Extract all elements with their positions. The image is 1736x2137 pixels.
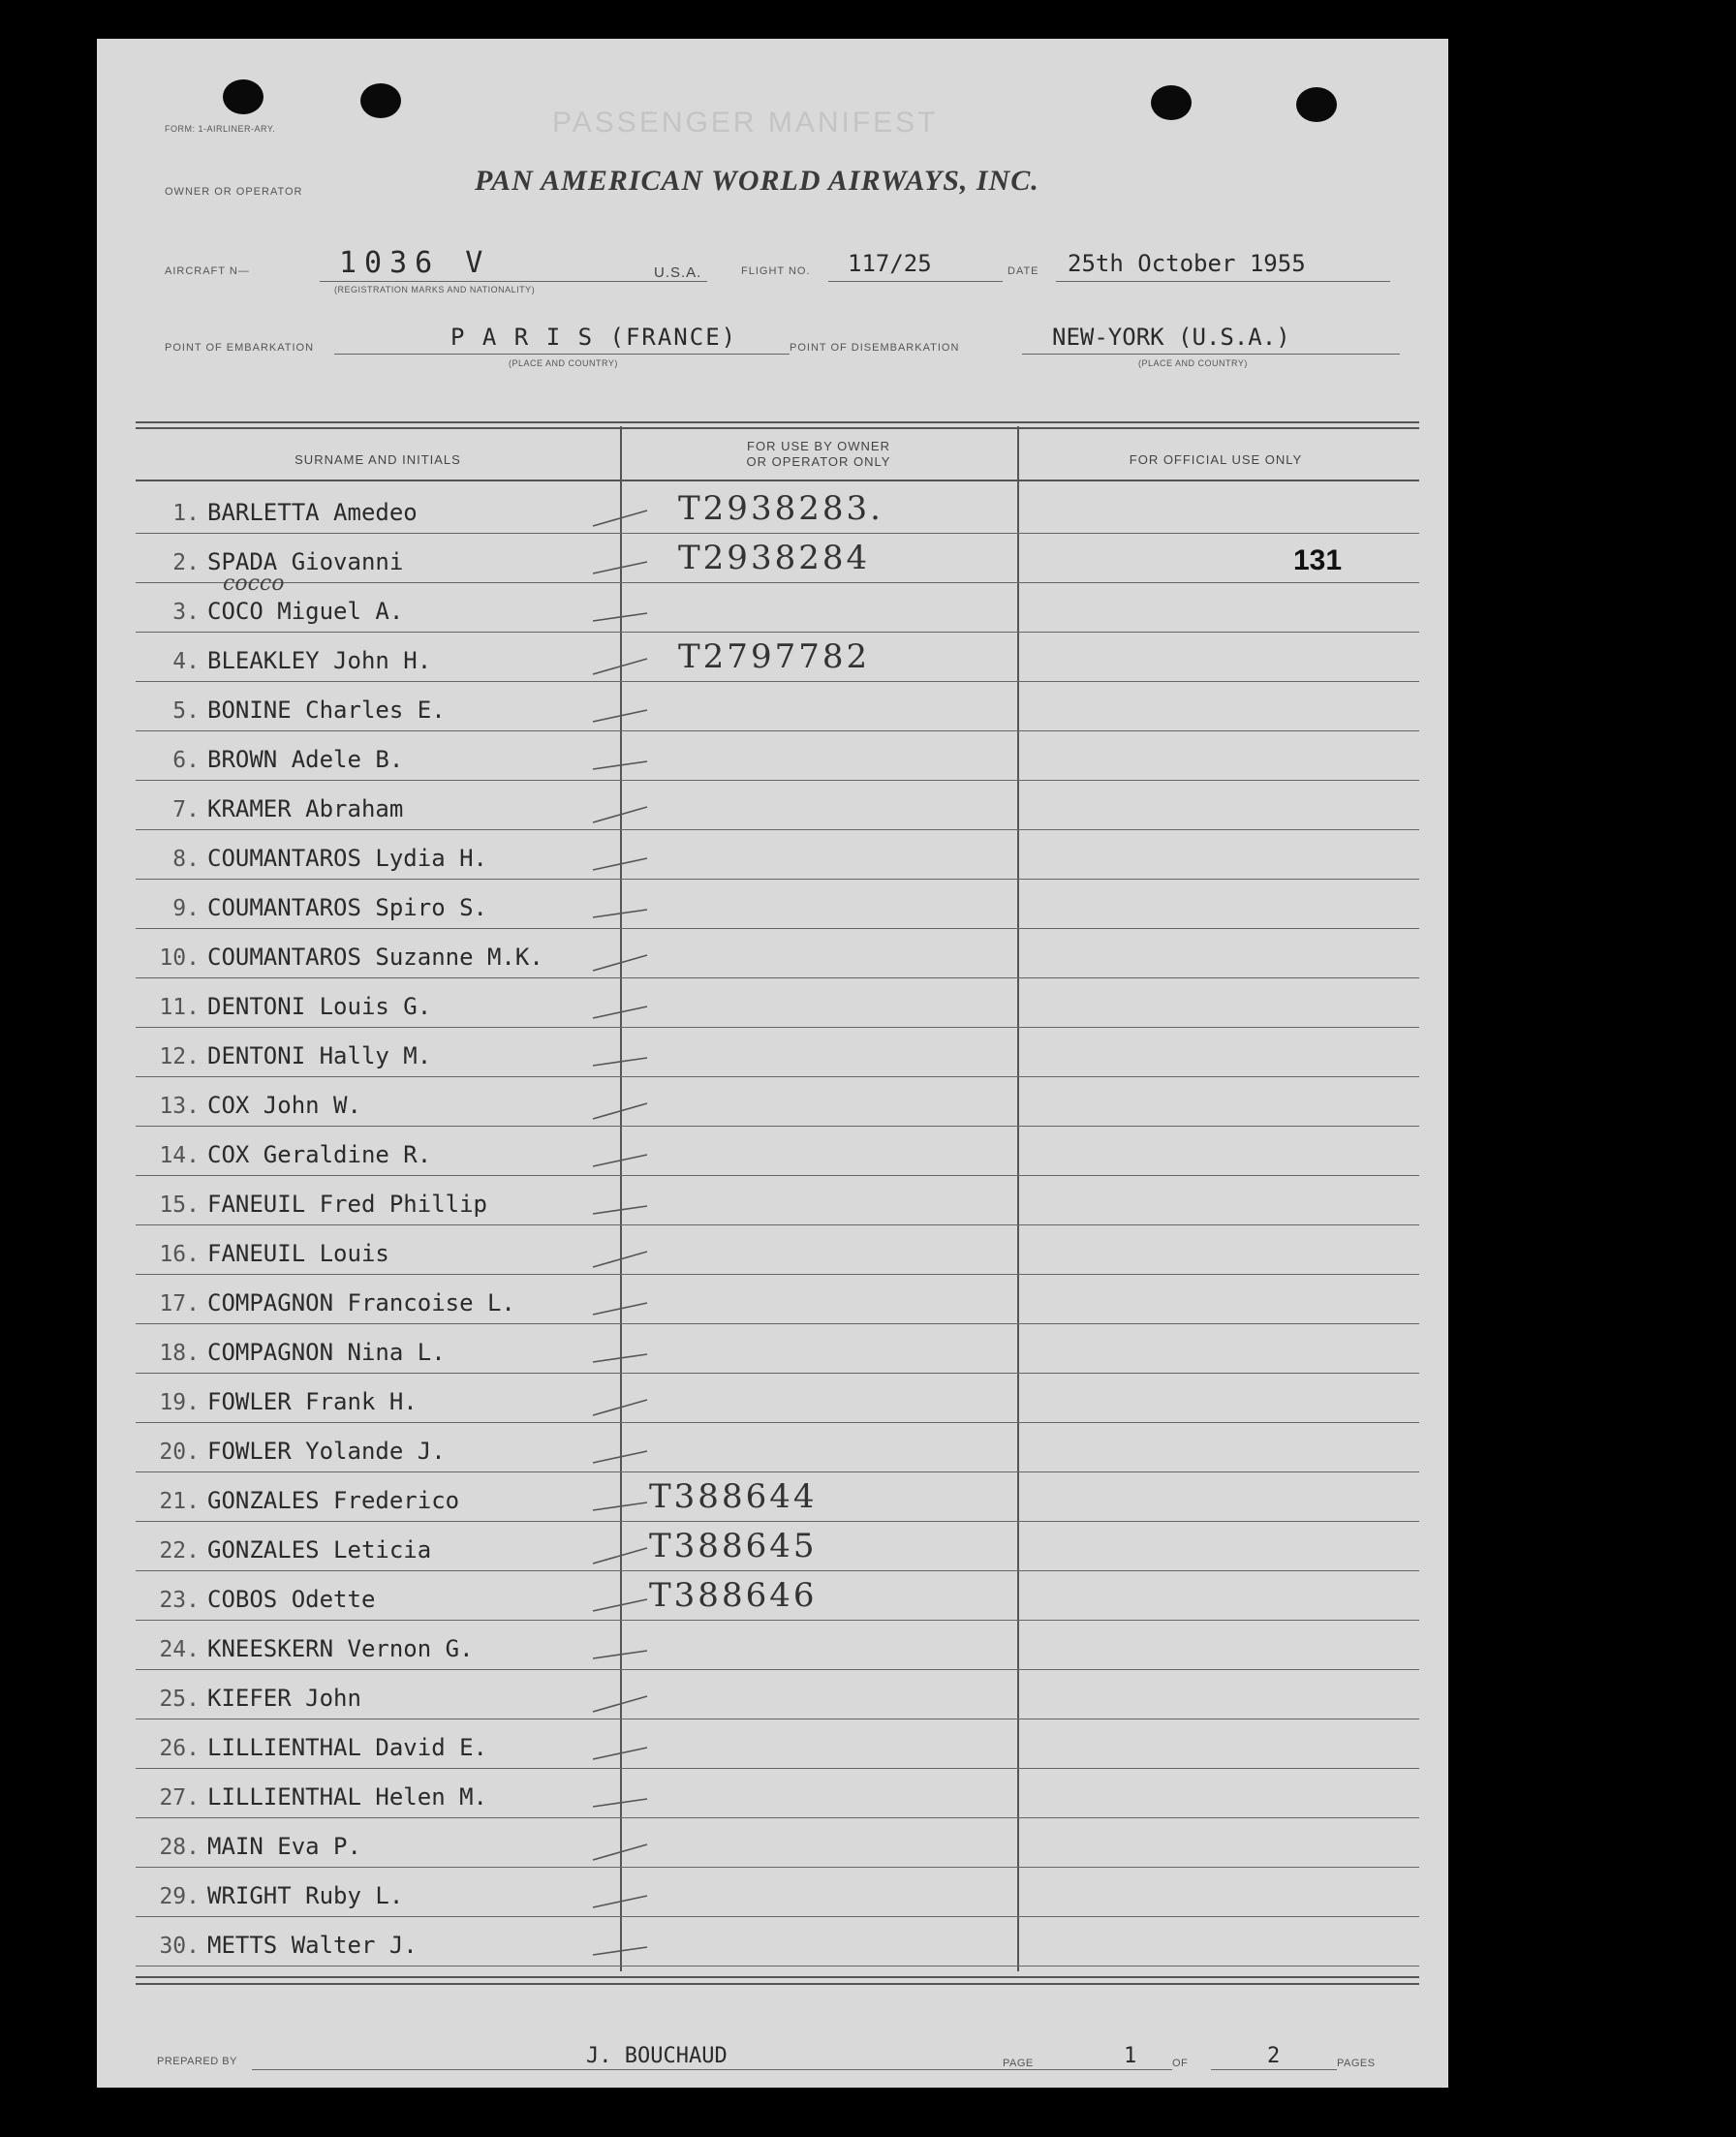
- passenger-name: BONINE Charles E.: [207, 697, 446, 724]
- check-mark-icon: [591, 1497, 649, 1518]
- handwritten-correction: cocco: [223, 572, 285, 596]
- table-row: [136, 534, 1419, 583]
- table-row: [136, 1769, 1419, 1818]
- check-mark-icon: [591, 1645, 649, 1666]
- check-mark-icon: [591, 1793, 649, 1814]
- row-number: 27.: [159, 1785, 200, 1811]
- row-number: 18.: [159, 1341, 200, 1366]
- row-number: 7.: [172, 797, 200, 822]
- table-row: [136, 1472, 1419, 1522]
- table-row: [136, 1571, 1419, 1621]
- check-mark-icon: [591, 1299, 649, 1320]
- passenger-name: COCO Miguel A.: [207, 598, 404, 625]
- row-number: 5.: [172, 698, 200, 724]
- passenger-name: FOWLER Yolande J.: [207, 1438, 446, 1465]
- aircraft-value: 1036 V: [339, 246, 491, 280]
- row-number: 12.: [159, 1044, 200, 1069]
- passenger-name: GONZALES Frederico: [207, 1487, 460, 1514]
- passenger-name: BLEAKLEY John H.: [207, 647, 432, 674]
- passenger-name: DENTONI Hally M.: [207, 1042, 432, 1069]
- usa-label: U.S.A.: [654, 264, 702, 281]
- row-number: 15.: [159, 1192, 200, 1218]
- manifest-sheet: [97, 39, 1448, 2088]
- row-number: 30.: [159, 1934, 200, 1959]
- table-row: [136, 1225, 1419, 1275]
- check-mark-icon: [591, 1744, 649, 1765]
- table-row: [136, 880, 1419, 929]
- check-mark-icon: [591, 1892, 649, 1913]
- table-row: [136, 1275, 1419, 1324]
- owner-value: PAN AMERICAN WORLD AIRWAYS, INC.: [475, 165, 1039, 197]
- ticket-number: T2797782: [678, 637, 871, 676]
- check-mark-icon: [591, 1843, 649, 1864]
- passenger-name: BROWN Adele B.: [207, 746, 404, 773]
- table-row: [136, 1522, 1419, 1571]
- check-mark-icon: [591, 657, 649, 678]
- table-row: [136, 682, 1419, 731]
- table-row: [136, 1028, 1419, 1077]
- passenger-name: COUMANTAROS Spiro S.: [207, 894, 487, 921]
- table-row: [136, 1324, 1419, 1374]
- row-number: 13.: [159, 1094, 200, 1119]
- table-row: [136, 1374, 1419, 1423]
- row-rule: [136, 1966, 1419, 1967]
- row-number: 21.: [159, 1489, 200, 1514]
- table-row: [136, 1423, 1419, 1472]
- table-row: [136, 484, 1419, 534]
- embark-label: POINT OF EMBARKATION: [165, 342, 315, 354]
- check-mark-icon: [591, 706, 649, 728]
- ticket-number: T2938284: [678, 539, 871, 577]
- table-row: [136, 1917, 1419, 1967]
- passenger-name: FANEUIL Louis: [207, 1240, 389, 1267]
- passenger-name: KNEESKERN Vernon G.: [207, 1635, 474, 1662]
- row-number: 19.: [159, 1390, 200, 1415]
- check-mark-icon: [591, 805, 649, 826]
- table-row: [136, 1127, 1419, 1176]
- pages-value: 2: [1267, 2044, 1281, 2068]
- row-number: 22.: [159, 1538, 200, 1564]
- row-number: 4.: [172, 649, 200, 674]
- check-mark-icon: [591, 1052, 649, 1073]
- check-mark-icon: [591, 854, 649, 876]
- passenger-name: COBOS Odette: [207, 1586, 376, 1613]
- table-row: [136, 572, 1419, 633]
- row-number: 26.: [159, 1736, 200, 1761]
- disembark-label: POINT OF DISEMBARKATION: [790, 342, 960, 354]
- page-value: 1: [1124, 2044, 1137, 2068]
- row-number: 11.: [159, 995, 200, 1020]
- check-mark-icon: [591, 1348, 649, 1370]
- punch-hole: [360, 83, 401, 118]
- row-number: 17.: [159, 1291, 200, 1316]
- disembark-caption: (PLACE AND COUNTRY): [1138, 358, 1248, 368]
- table-row: [136, 1621, 1419, 1670]
- passenger-name: WRIGHT Ruby L.: [207, 1882, 404, 1909]
- passenger-name: MAIN Eva P.: [207, 1833, 361, 1860]
- passenger-name: COMPAGNON Nina L.: [207, 1339, 446, 1366]
- punch-hole: [223, 79, 264, 114]
- row-number: 1.: [172, 501, 200, 526]
- table-row: [136, 1077, 1419, 1127]
- passenger-name: LILLIENTHAL David E.: [207, 1734, 487, 1761]
- table-row: [136, 731, 1419, 781]
- official-use-value: 131: [1293, 544, 1343, 576]
- row-number: 20.: [159, 1440, 200, 1465]
- row-number: 23.: [159, 1588, 200, 1613]
- date-label: DATE: [1008, 265, 1039, 277]
- ticket-number: T388645: [649, 1527, 818, 1565]
- flight-label: FLIGHT NO.: [741, 265, 811, 277]
- column-owner-use-1: FOR USE BY OWNER: [747, 439, 890, 453]
- passenger-name: KIEFER John: [207, 1685, 361, 1712]
- column-official: FOR OFFICIAL USE ONLY: [1129, 452, 1303, 467]
- flight-value: 117/25: [848, 250, 932, 277]
- passenger-name: GONZALES Leticia: [207, 1536, 432, 1564]
- passenger-name: DENTONI Louis G.: [207, 993, 432, 1020]
- check-mark-icon: [591, 1200, 649, 1222]
- check-mark-icon: [591, 1151, 649, 1172]
- table-row: [136, 929, 1419, 978]
- table-row: [136, 1818, 1419, 1868]
- embark-value: P A R I S (FRANCE): [450, 324, 738, 351]
- check-mark-icon: [591, 904, 649, 925]
- date-value: 25th October 1955: [1068, 250, 1306, 277]
- table-row: [136, 978, 1419, 1028]
- check-mark-icon: [591, 1595, 649, 1617]
- ticket-number: T2938283.: [678, 489, 884, 528]
- table-row: [136, 1670, 1419, 1719]
- check-mark-icon: [591, 1250, 649, 1271]
- embark-caption: (PLACE AND COUNTRY): [509, 358, 618, 368]
- column-owner-use-2: OR OPERATOR ONLY: [746, 454, 891, 469]
- passenger-name: SPADA Giovanni: [207, 548, 404, 575]
- passenger-name: KRAMER Abraham: [207, 795, 404, 822]
- row-number: 24.: [159, 1637, 200, 1662]
- row-number: 9.: [172, 896, 200, 921]
- check-mark-icon: [591, 1694, 649, 1716]
- check-mark-icon: [591, 1546, 649, 1567]
- passenger-name: FOWLER Frank H.: [207, 1388, 418, 1415]
- passenger-name: LILLIENTHAL Helen M.: [207, 1783, 487, 1811]
- passenger-name: COX Geraldine R.: [207, 1141, 432, 1168]
- column-surname: SURNAME AND INITIALS: [294, 452, 461, 467]
- row-number: 16.: [159, 1242, 200, 1267]
- passenger-name: COUMANTAROS Suzanne M.K.: [207, 944, 543, 971]
- check-mark-icon: [591, 1398, 649, 1419]
- row-number: 25.: [159, 1687, 200, 1712]
- form-code: FORM: 1-AIRLINER-ARY.: [165, 124, 276, 134]
- prepared-label: PREPARED BY: [157, 2056, 237, 2067]
- passenger-name: COMPAGNON Francoise L.: [207, 1289, 515, 1316]
- punch-hole: [1296, 87, 1337, 122]
- pages-label: PAGES: [1337, 2058, 1376, 2069]
- aircraft-label: AIRCRAFT N—: [165, 265, 250, 277]
- table-row: [136, 1176, 1419, 1225]
- table-row: [136, 1719, 1419, 1769]
- row-number: 14.: [159, 1143, 200, 1168]
- passenger-name: FANEUIL Fred Phillip: [207, 1191, 487, 1218]
- document-title: PASSENGER MANIFEST: [552, 107, 939, 139]
- passenger-name: COUMANTAROS Lydia H.: [207, 845, 487, 872]
- page-label: PAGE: [1003, 2058, 1034, 2069]
- registration-caption: (REGISTRATION MARKS AND NATIONALITY): [334, 285, 536, 294]
- table-row: [136, 781, 1419, 830]
- passenger-name: METTS Walter J.: [207, 1932, 418, 1959]
- table-row: [136, 1868, 1419, 1917]
- row-number: 2.: [172, 550, 200, 575]
- row-number: 28.: [159, 1835, 200, 1860]
- check-mark-icon: [591, 1447, 649, 1469]
- owner-label: OWNER OR OPERATOR: [165, 186, 303, 198]
- row-number: 29.: [159, 1884, 200, 1909]
- disembark-value: NEW-YORK (U.S.A.): [1052, 324, 1290, 351]
- ticket-number: T388644: [649, 1477, 818, 1516]
- passenger-name: BARLETTA Amedeo: [207, 499, 418, 526]
- prepared-value: J. BOUCHAUD: [586, 2044, 728, 2068]
- ticket-number: T388646: [649, 1576, 818, 1615]
- row-number: 10.: [159, 945, 200, 971]
- check-mark-icon: [591, 756, 649, 777]
- row-number: 8.: [172, 847, 200, 872]
- check-mark-icon: [591, 1101, 649, 1123]
- check-mark-icon: [591, 1003, 649, 1024]
- check-mark-icon: [591, 953, 649, 975]
- of-label: OF: [1172, 2058, 1189, 2069]
- table-row: [136, 830, 1419, 880]
- check-mark-icon: [591, 1941, 649, 1963]
- check-mark-icon: [591, 607, 649, 629]
- check-mark-icon: [591, 558, 649, 579]
- row-number: 3.: [172, 600, 200, 625]
- table-row: [136, 633, 1419, 682]
- check-mark-icon: [591, 509, 649, 530]
- passenger-name: COX John W.: [207, 1092, 361, 1119]
- row-number: 6.: [172, 748, 200, 773]
- punch-hole: [1151, 85, 1192, 120]
